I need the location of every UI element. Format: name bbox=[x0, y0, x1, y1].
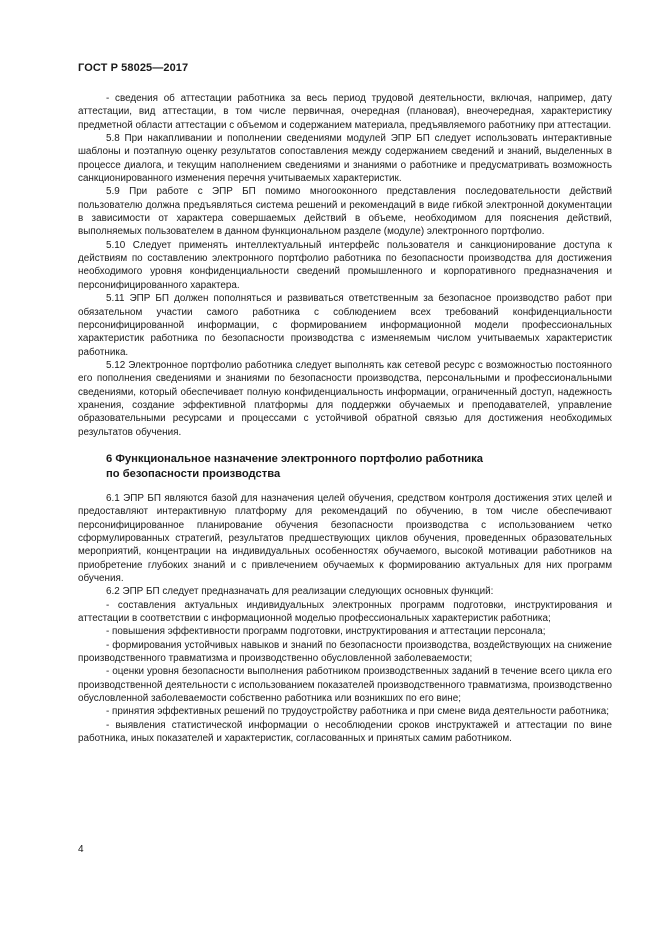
page-header-standard: ГОСТ Р 58025—2017 bbox=[78, 62, 189, 74]
list-item-safety-assessment: - оценки уровня безопасности выполнения работником производственных заданий в течение всего цикла его производственной деятельности с использованием показателей производственного травматизма, производственно обусловленной заболеваемости собственно работника или возникших по его вине; bbox=[78, 666, 612, 705]
section-6-title bbox=[78, 452, 612, 482]
paragraph-5-10: 5.10 Следует применять интеллектуальный интерфейс пользователя и санкционирование доступа к действиям по составлению электронного портфолио работника по безопасности производства для достижения необходимого уровня конфиденциальности сведений промышленного и корпоративного предназначения и персонифицированного характера. bbox=[78, 239, 612, 291]
paragraph-5-12: 5.12 Электронное портфолио работника следует выполнять как сетевой ресурс с возможностью постоянного его пополнения сведениями и знаниями по безопасности производства, персональными и профессиональными сведениями, который обеспечивает полную конфиденциальность информации, ограниченный доступ, надежность хранения, создание эффективной платформы для поддержки обучаемых и преподавателей, управление образовательными ресурсами и процессами с устойчивой обратной связью для достижения необходимых результатов обучения. bbox=[78, 359, 612, 438]
list-item-programs: - составления актуальных индивидуальных электронных программ подготовки, инструктирования и аттестации в соответствии с информационной моделью профессиональных характеристик работника; bbox=[78, 599, 612, 625]
list-item-skills: - формирования устойчивых навыков и знаний по безопасности производства, воздействующих на снижение производственного травматизма и производственно обусловленной заболеваемости; bbox=[78, 639, 612, 665]
paragraph-6-2: 6.2 ЭПР БП следует предназначать для реализации следующих основных функций: bbox=[106, 586, 494, 598]
paragraph-5-9: 5.9 При работе с ЭПР БП помимо многооконного представления последовательности действий пользователю должна предъявляться система решений и рекомендаций в виде гибкой электронной документации в зависимости от характера совершаемых действий в объеме, необходимом для пояснения действий, выполняемых пользователем в данном функциональном разделе (модуле) электронного портфолио. bbox=[78, 186, 612, 238]
section-6-title-line2: по безопасности производства bbox=[106, 467, 281, 480]
document-body bbox=[78, 92, 612, 745]
page-number: 4 bbox=[78, 844, 84, 855]
list-item-statistics: - выявления статистической информации о несоблюдении сроков инструктажей и аттестации по вине работника, иных показателей и характеристик, согласованных и принятых самим работником. bbox=[78, 719, 612, 745]
list-item-efficiency: - повышения эффективности программ подготовки, инструктирования и аттестации персонала; bbox=[106, 626, 546, 638]
list-item-employment-decisions: - принятия эффективных решений по трудоустройству работника и при смене вида деятельности работника; bbox=[106, 706, 610, 718]
section-6-title-line1: 6 Функциональное назначение электронного портфолио работника bbox=[106, 452, 483, 465]
paragraph-5-8: 5.8 При накапливании и пополнении сведениями модулей ЭПР БП следует использовать интерактивные шаблоны и поэтапную оценку результатов сопоставления между содержанием сведений и знаний, выделенных в процессе диалога, и текущим наполнением сведениями и знаниями о работнике и предусматривать возможность санкционированного изменения перечня учитываемых характеристик. bbox=[78, 133, 612, 185]
paragraph-attestation-details: - сведения об аттестации работника за весь период трудовой деятельности, включая, например, дату аттестации, вид аттестации, в том числе первичная, очередная (плановая), внеочередная, характеристику предметной области аттестации с объемом и содержанием материала, предъявляемого работнику при аттестации. bbox=[78, 93, 612, 131]
paragraph-5-11: 5.11 ЭПР БП должен пополняться и развиваться ответственным за безопасное производство работ при обязательном участии самого работника с соблюдением всех требований конфиденциальности персонифицированной информации, с формированием информационной модели профессиональных характеристик работника по безопасности производства с изменяемым числом учитываемых характеристик работника. bbox=[78, 293, 612, 358]
paragraph-6-1: 6.1 ЭПР БП являются базой для назначения целей обучения, средством контроля достижения этих целей и предоставляют интерактивную платформу для рекомендаций по обучению, в том числе обеспечивают персонифицированное планирование обучения безопасности производства с использованием четко сформулированных стратегий, результатов предшествующих циклов обучения, проведенных образовательных мероприятий, концентрации на индивидуальных особенностях обучаемого, высокой мотивации работников на приобретение глубоких знаний и с привлечением обучаемых к формированию актуальных для них программ обучения. bbox=[78, 492, 612, 584]
